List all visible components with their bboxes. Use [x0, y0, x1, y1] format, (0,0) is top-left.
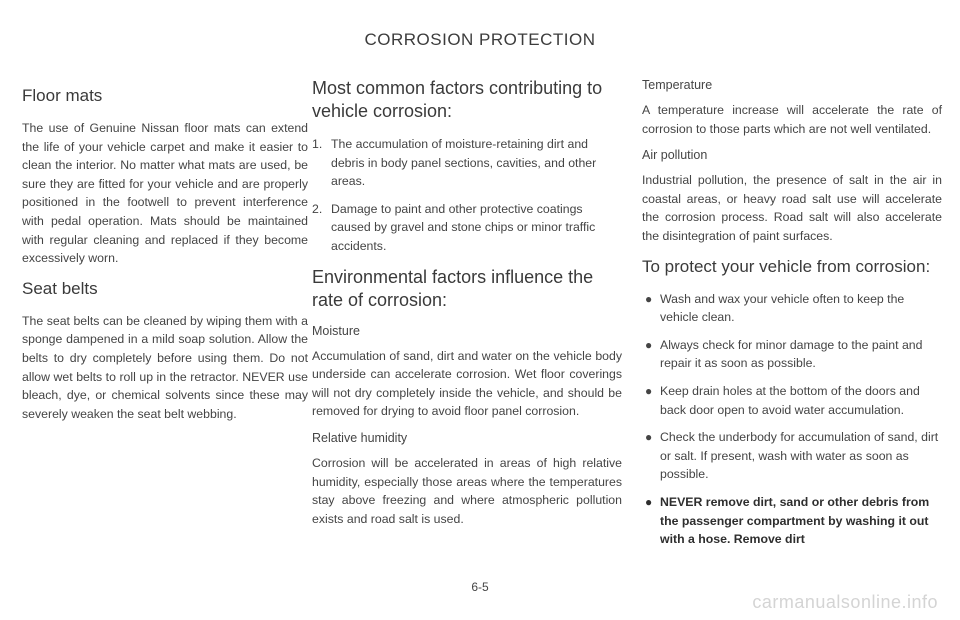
bullet-icon: ●	[645, 383, 653, 398]
protect-item-text: Always check for minor damage to the paint and repair it as soon as possible.	[660, 337, 923, 371]
protect-item	[642, 428, 942, 484]
protect-item	[642, 382, 942, 419]
factor-number: 2.	[312, 201, 323, 216]
factor-text: Damage to paint and other protective coatings caused by gravel and stone chips or minor traffic accidents.	[331, 201, 596, 253]
bullet-icon: ●	[645, 430, 653, 445]
seat-belts-text: The seat belts can be cleaned by wiping them with a sponge dampened in a mild soap solution. Allow the belts to dry completely before using them. Do not allow wet belts to roll up in the retractor. NEVER use bleach, dye, or chemical solvents since these may severely weaken the seat belt webbing.	[22, 313, 308, 421]
moisture-label: Moisture	[312, 323, 360, 338]
protect-item-text: Check the underbody for accumulation of sand, dirt or salt. If present, wash with water as soon as possible.	[660, 430, 939, 482]
protect-item-warning	[642, 493, 942, 549]
floor-mats-heading: Floor mats	[22, 86, 103, 105]
watermark: carmanualsonline.info	[752, 592, 938, 612]
seat-belts-heading: Seat belts	[22, 278, 98, 298]
moisture-text: Accumulation of sand, dirt and water on the vehicle body underside can accelerate corrosion. Wet floor coverings will not dry completely inside the vehicle, and should be removed for drying to avoid floor panel corrosion.	[312, 348, 622, 419]
air-pollution-label: Air pollution	[642, 148, 708, 163]
protect-list	[642, 290, 942, 549]
protect-item	[642, 336, 942, 373]
humidity-text: Corrosion will be accelerated in areas of high relative humidity, especially those areas where the temperatures stay above freezing and where atmospheric pollution exists and road salt is used.	[312, 455, 622, 526]
protect-item-text: Keep drain holes at the bottom of the doors and back door open to avoid water accumulation.	[660, 383, 920, 417]
bullet-icon: ●	[645, 494, 653, 509]
air-pollution-text: Industrial pollution, the presence of salt in the air in coastal areas, or heavy road salt use will accelerate the corrosion process. Road salt will also accelerate the disintegration of paint surfaces.	[642, 173, 942, 243]
page-title: CORROSION PROTECTION	[364, 30, 596, 49]
floor-mats-text: The use of Genuine Nissan floor mats can extend the life of your vehicle carpet and make it easier to clean the interior. No matter what mats are used, be sure they are fitted for your vehicle and are properly positioned in the footwell to prevent interference with pedal operation. Mats should be maintained with regular cleaning and replaced if they become excessively worn.	[22, 121, 308, 266]
factor-item	[312, 135, 622, 191]
factors-heading: Most common factors contributing to vehicle corrosion:	[312, 78, 603, 121]
page-number: 6-5	[471, 580, 489, 594]
bullet-icon: ●	[645, 291, 653, 306]
protect-heading: To protect your vehicle from corrosion:	[642, 256, 931, 276]
temperature-label: Temperature	[642, 78, 713, 92]
protect-item	[642, 290, 942, 327]
middle-column	[312, 78, 622, 538]
protect-item-text: Wash and wax your vehicle often to keep the vehicle clean.	[660, 291, 905, 325]
left-column	[22, 85, 308, 433]
temperature-text: A temperature increase will accelerate the rate of corrosion to those parts which are not well ventilated.	[642, 103, 942, 136]
factors-list	[312, 135, 622, 256]
bullet-icon: ●	[645, 337, 653, 352]
factor-number: 1.	[312, 137, 323, 151]
factor-text: The accumulation of moisture-retaining dirt and debris in body panel sections, cavities, and other areas.	[331, 137, 597, 189]
protect-item-text: NEVER remove dirt, sand or other debris from the passenger compartment by washing it out with a hose. Remove dirt	[660, 494, 930, 547]
environmental-heading: Environmental factors influence the rate of corrosion:	[312, 266, 594, 310]
right-column	[642, 78, 942, 558]
factor-item	[312, 200, 622, 256]
humidity-label: Relative humidity	[312, 430, 408, 445]
